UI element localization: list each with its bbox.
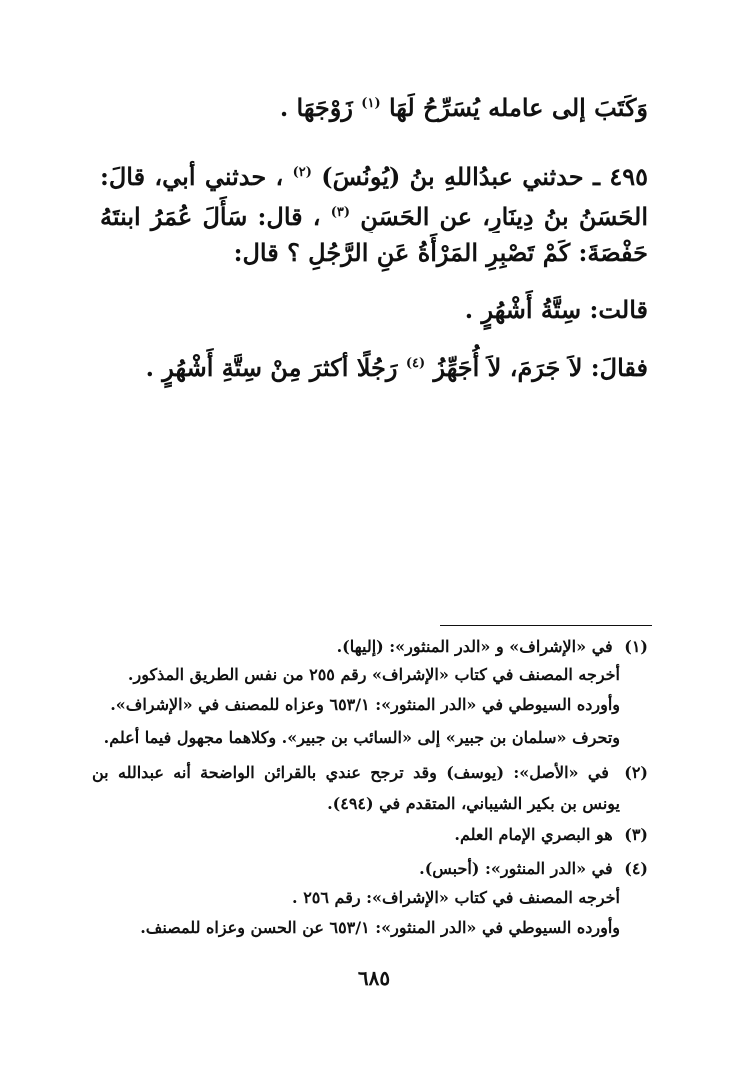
main-text-line-2 [100, 153, 648, 193]
footnote-2-text: في «الأصل»: (يوسف) وقد ترجح عندي بالقرائن الواضحة أنه عبدالله بن [92, 763, 609, 782]
footnote-1-line-4: وتحرف «سلمان بن جبير» إلى «السائب بن جبير». وكلاهما مجهول فيما أعلم. [103, 728, 620, 747]
footnote-ref-4: (٤) [405, 356, 426, 371]
footnote-1-line-2: أخرجه المصنف في كتاب «الإشراف» رقم ٢٥٥ من نفس الطريق المذكور. [127, 665, 620, 684]
footnote-4-text: في «الدر المنثور»: (أحبس). [419, 859, 613, 878]
main-text-line-3 [100, 193, 648, 233]
footnote-3-line-1 [454, 822, 648, 850]
main-text-line-5: قالت: سِتَّةُ أَشْهُرٍ . [464, 295, 648, 324]
footnote-ref-3: (٣) [330, 205, 351, 220]
footnote-4-line-2: أخرجه المصنف في كتاب «الإشراف»: رقم ٢٥٦ . [292, 888, 620, 907]
main-text-line-6 [146, 344, 648, 384]
line-3-text-before: الحَسَنُ بنُ دِينَارٍ، عن الحَسَنِ [360, 202, 648, 231]
line-2-text-after: ، حدثني أبي، قالَ: [100, 162, 284, 191]
footnote-1-line-1 [337, 634, 648, 662]
footnote-1-mark: (١) [624, 637, 648, 656]
footnote-2-mark: (٢) [624, 763, 648, 782]
line-2-text-before: ٤٩٥ ـ حدثني عبدُاللهِ بنُ (يُونُسَ) [321, 162, 648, 191]
footnote-1-text: في «الإشراف» و «الدر المنثور»: (إليها). [336, 637, 613, 656]
footnote-4-line-3: وأورده السيوطي في «الدر المنثور»: ٦٥٣/١ عن الحسن وعزاه للمصنف. [140, 918, 620, 937]
line-3-text-after: ، قال: سَأَلَ عُمَرُ ابنتَهُ [100, 202, 321, 231]
footnote-ref-2: (٢) [292, 165, 312, 180]
line-6-text-before: فقالَ: لاَ جَرَمَ، لاَ أُجَهِّزُ [433, 353, 648, 382]
footnote-2-line-1 [92, 760, 648, 788]
footnote-4-line-1 [419, 856, 648, 884]
footnote-3-mark: (٣) [624, 825, 648, 844]
footnote-separator [440, 625, 652, 626]
footnote-1-line-3: وأورده السيوطي في «الدر المنثور»: ٦٥٣/١ وعزاه للمصنف في «الإشراف». [110, 695, 620, 714]
main-text-line-1 [280, 84, 648, 124]
main-text-line-4: حَفْصَةَ: كَمْ تَصْبِرِ المَرْأَةُ عَنِ الرَّجُلِ ؟ قال: [233, 238, 648, 267]
page-number: ٦٨٥ [357, 966, 391, 990]
line-1-text-after: زَوْجَهَا . [279, 93, 353, 122]
line-1-text-before: وَكَتَبَ إلى عامله يُسَرِّحُ لَهَا [388, 93, 648, 122]
footnote-ref-1: (١) [361, 96, 381, 111]
footnote-4-mark: (٤) [624, 859, 648, 878]
line-6-text-after: رَجُلًا أكثرَ مِنْ سِتَّةِ أَشْهُرٍ . [145, 353, 398, 382]
footnote-2-line-2: يونس بن بكير الشيباني، المتقدم في (٤٩٤). [327, 794, 620, 813]
footnote-3-text: هو البصري الإمام العلم. [454, 825, 613, 844]
